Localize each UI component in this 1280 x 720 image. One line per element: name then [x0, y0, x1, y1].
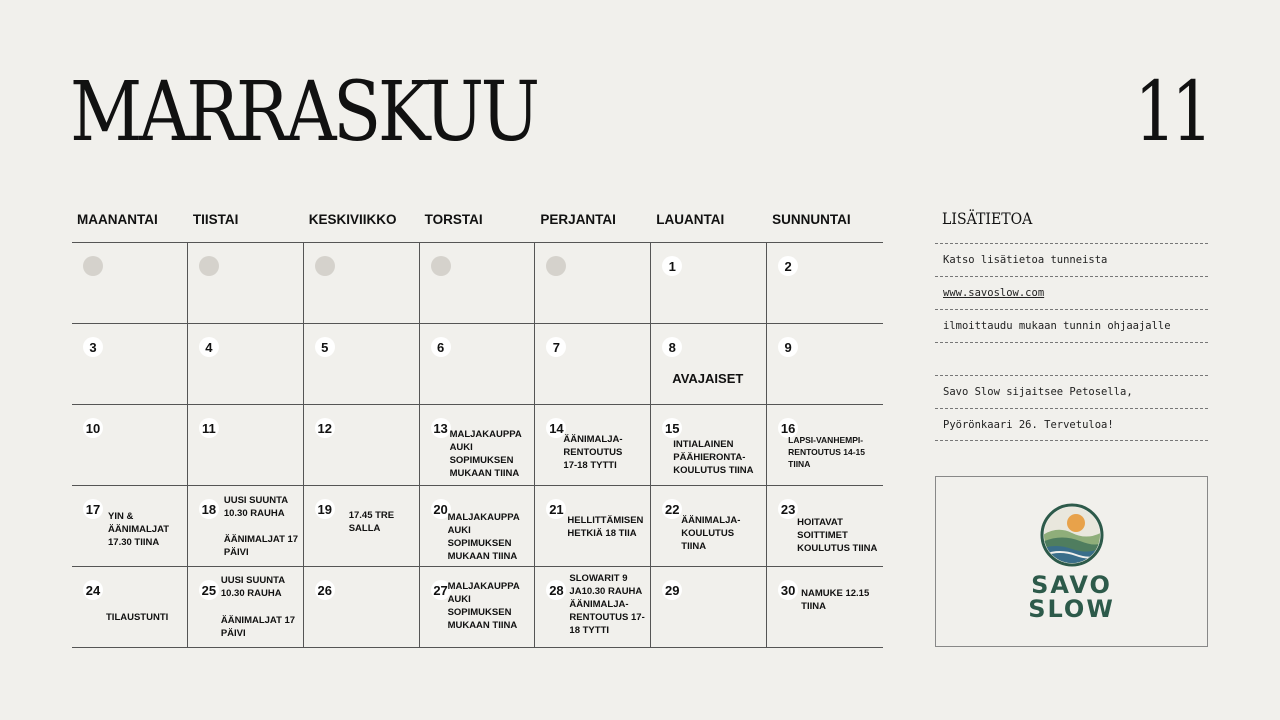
day-cell-30: [767, 567, 883, 648]
day-cell-empty: [188, 243, 304, 324]
info-row: Savo Slow sijaitsee Petosella,: [935, 375, 1208, 408]
day-number: 29: [662, 580, 682, 600]
empty-day-dot: [431, 256, 451, 276]
day-number: 11: [199, 418, 219, 438]
day-cell-empty: [72, 243, 188, 324]
event-text: UUSI SUUNTA 10.30 RAUHA: [220, 575, 285, 599]
info-row: Pyörönkaari 26. Tervetuloa!: [935, 408, 1208, 441]
day-cell-17: [72, 486, 188, 567]
savo-slow-logo-icon: [1040, 503, 1104, 567]
event-text: MALJAKAUPPA AUKI SOPIMUKSEN MUKAAN TIINA: [447, 581, 520, 631]
event-text: INTIALAINEN PÄÄHIERONTA- KOULUTUS TIINA: [673, 439, 754, 476]
day-number: 20: [431, 499, 451, 519]
day-cell-empty: [304, 243, 420, 324]
event-text: ÄÄNIMALJA- RENTOUTUS 17-18 TYTTI: [563, 434, 623, 471]
day-number: 14: [546, 418, 566, 438]
logo-box: [935, 476, 1208, 647]
event-text: HOITAVAT SOITTIMET KOULUTUS TIINA: [797, 517, 878, 554]
day-cell-23: [767, 486, 883, 567]
day-number: 13: [431, 418, 451, 438]
day-cell-24: [72, 567, 188, 648]
day-cell-22: [651, 486, 767, 567]
event-text: UUSI SUUNTA 10.30 RAUHA: [223, 495, 288, 519]
empty-day-dot: [83, 256, 103, 276]
info-panel: [935, 206, 1208, 441]
day-cell-10: [72, 405, 188, 486]
weekday-thu: TORSTAI: [424, 212, 483, 227]
day-number: 24: [83, 580, 103, 600]
day-cell-empty: [535, 243, 651, 324]
event-text: ÄÄNIMALJAT 17 PÄIVI: [220, 615, 296, 639]
day-number: 10: [83, 418, 103, 438]
day-number: 7: [546, 337, 566, 357]
day-number: 25: [199, 580, 219, 600]
day-cell-5: [304, 324, 420, 405]
day-cell-2: [767, 243, 883, 324]
info-row: ilmoittaudu mukaan tunnin ohjaajalle: [935, 309, 1208, 342]
day-number: 22: [662, 499, 682, 519]
logo-line-savo: SAVO: [1031, 570, 1112, 599]
day-cell-28: [535, 567, 651, 648]
day-cell-14: [535, 405, 651, 486]
event-text: LAPSI-VANHEMPI- RENTOUTUS 14-15 TIINA: [788, 435, 865, 469]
day-cell-empty: [420, 243, 536, 324]
day-cell-6: [420, 324, 536, 405]
day-number: 17: [83, 499, 103, 519]
day-cell-11: [188, 405, 304, 486]
day-number: 4: [199, 337, 219, 357]
event-text: SLOWARIT 9 JA10.30 RAUHA ÄÄNIMALJA- RENTOUTUS 17-18 TYTTI: [569, 573, 645, 636]
day-number: 27: [431, 580, 451, 600]
event-text: TILAUSTUNTI: [106, 612, 169, 623]
month-number: 11: [1134, 65, 1208, 160]
day-number: 12: [315, 418, 335, 438]
weekday-sun: SUNNUNTAI: [772, 212, 851, 227]
day-number: 23: [778, 499, 798, 519]
day-cell-4: [188, 324, 304, 405]
day-cell-13: [420, 405, 536, 486]
day-cell-19: [304, 486, 420, 567]
day-cell-21: [535, 486, 651, 567]
empty-day-dot: [315, 256, 335, 276]
day-cell-18: [188, 486, 304, 567]
event-text: MALJAKAUPPA AUKI SOPIMUKSEN MUKAAN TIINA: [447, 512, 520, 562]
day-number: 3: [83, 337, 103, 357]
logo-line-slow: SLOW: [1028, 594, 1115, 623]
day-cell-7: [535, 324, 651, 405]
day-number: 8: [662, 337, 682, 357]
event-text: MALJAKAUPPA AUKI SOPIMUKSEN MUKAAN TIINA: [449, 429, 522, 479]
logo-wordmark: [1028, 570, 1115, 623]
empty-day-dot: [546, 256, 566, 276]
month-title: MARRASKUU: [70, 65, 537, 160]
event-text: NAMUKE 12.15 TIINA: [801, 588, 870, 612]
day-number: 28: [546, 580, 566, 600]
day-number: 18: [199, 499, 219, 519]
day-cell-16: [767, 405, 883, 486]
day-number: 6: [431, 337, 451, 357]
weekday-wed: KESKIVIIKKO: [308, 212, 397, 227]
day-cell-8: [651, 324, 767, 405]
event-text: YIN & ÄÄNIMALJAT 17.30 TIINA: [108, 511, 170, 548]
event-text: ÄÄNIMALJA- KOULUTUS TIINA: [681, 515, 741, 552]
day-number: 15: [662, 418, 682, 438]
day-number: 5: [315, 337, 335, 357]
day-cell-12: [304, 405, 420, 486]
day-number: 26: [315, 580, 335, 600]
info-row: Katso lisätietoa tunneista: [935, 243, 1208, 276]
day-cell-29: [651, 567, 767, 648]
day-cell-27: [420, 567, 536, 648]
info-row-link: [935, 276, 1208, 309]
calendar: [72, 206, 883, 648]
event-text: 17.45 TRE SALLA: [348, 510, 395, 534]
weekday-fri: PERJANTAI: [540, 212, 616, 227]
day-cell-1: [651, 243, 767, 324]
empty-day-dot: [199, 256, 219, 276]
day-number: 16: [778, 418, 798, 438]
weekday-mon: MAANANTAI: [77, 212, 158, 227]
weekday-sat: LAUANTAI: [656, 212, 725, 227]
website-link[interactable]: www.savoslow.com: [943, 287, 1045, 299]
day-cell-26: [304, 567, 420, 648]
info-row-blank: [935, 342, 1208, 375]
event-avajaiset: AVAJAISET: [672, 371, 744, 386]
weekday-tue: TIISTAI: [192, 212, 239, 227]
day-number: 1: [662, 256, 682, 276]
day-number: 30: [778, 580, 798, 600]
day-number: 19: [315, 499, 335, 519]
day-number: 21: [546, 499, 566, 519]
day-cell-9: [767, 324, 883, 405]
day-cell-25: [188, 567, 304, 648]
event-text: HELLITTÄMISEN HETKIÄ 18 TIIA: [567, 515, 644, 539]
day-number: 2: [778, 256, 798, 276]
info-title: LISÄTIETOA: [942, 209, 1033, 228]
day-cell-15: [651, 405, 767, 486]
day-cell-20: [420, 486, 536, 567]
day-grid: [72, 243, 883, 648]
day-number: 9: [778, 337, 798, 357]
event-text: ÄÄNIMALJAT 17 PÄIVI: [223, 534, 299, 558]
day-cell-3: [72, 324, 188, 405]
weekday-header: [72, 206, 883, 243]
